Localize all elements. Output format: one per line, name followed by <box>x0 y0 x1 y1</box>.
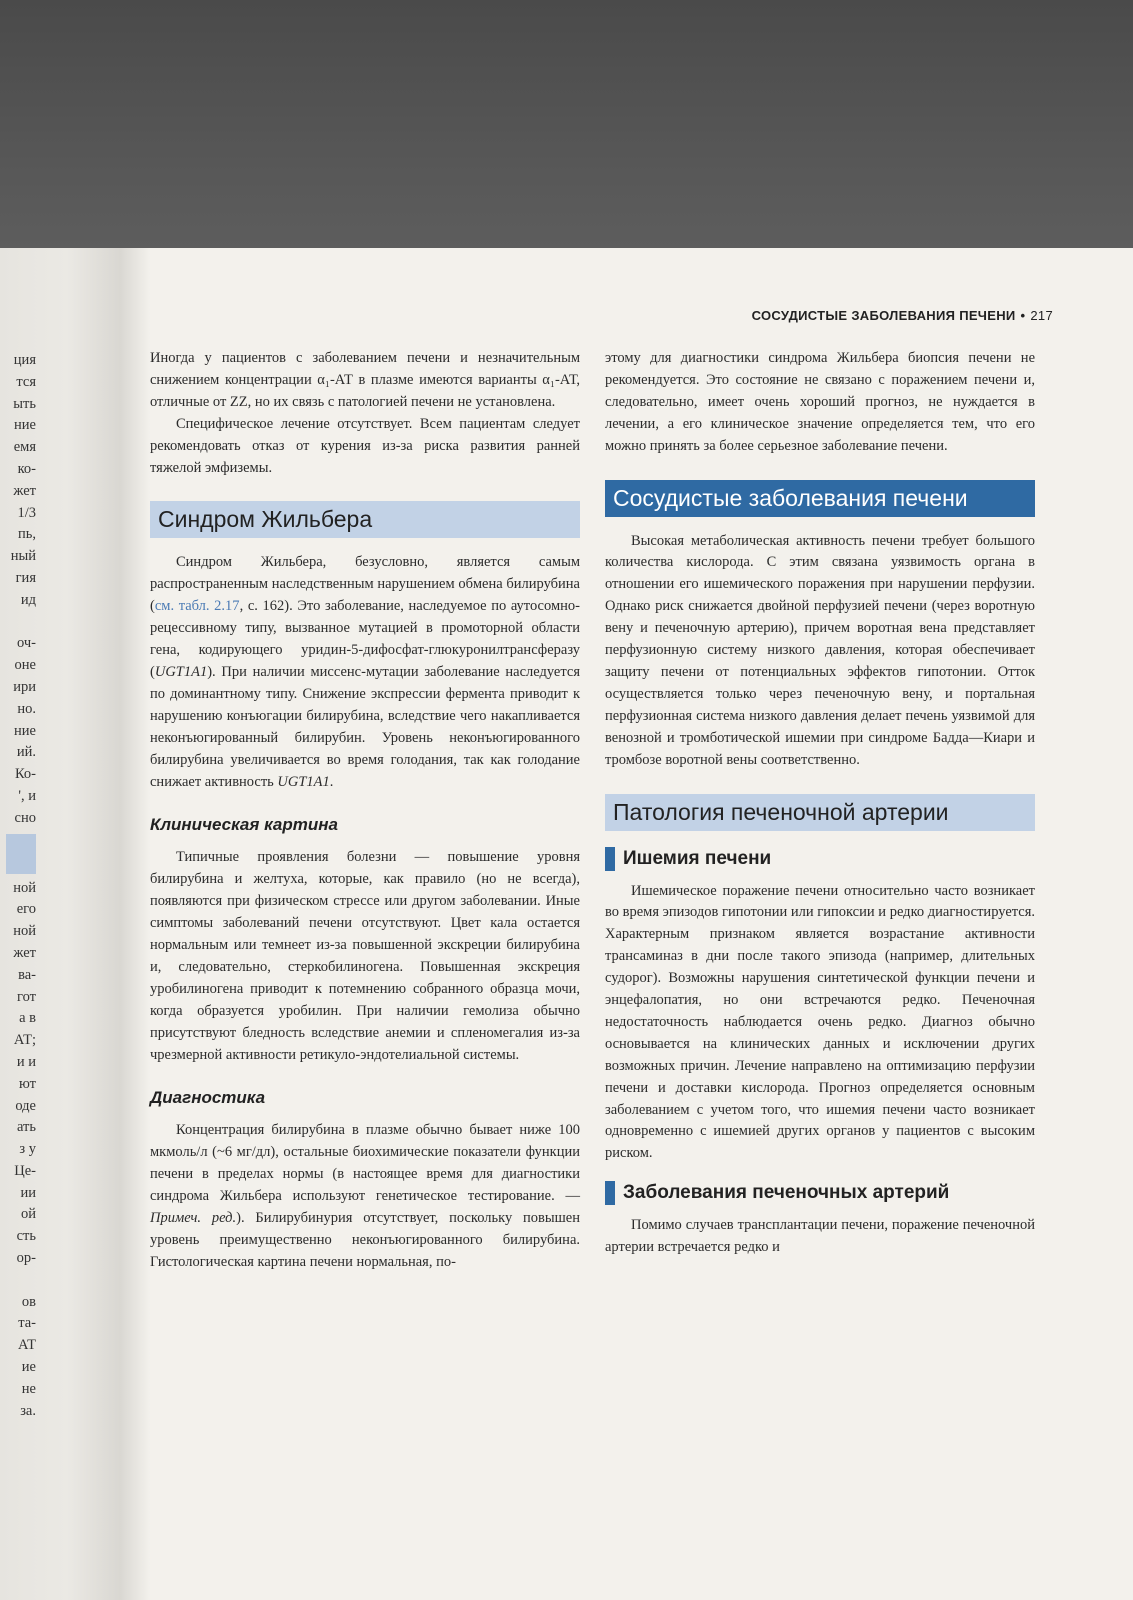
previous-page-line-fragment: ий. <box>16 744 36 761</box>
previous-page-line-fragment: оде <box>15 1097 36 1114</box>
previous-page-line-fragment: жет <box>13 482 36 499</box>
previous-page-line-fragment: сть <box>16 1228 36 1245</box>
running-head-separator: • <box>1020 308 1026 323</box>
previous-page-line-fragment: та- <box>18 1315 36 1332</box>
previous-page-line-fragment: ция <box>13 352 36 368</box>
previous-page-line-fragment: ор- <box>16 1250 36 1267</box>
right-column <box>605 348 1035 1259</box>
previous-page-line-fragment: ко- <box>17 460 36 477</box>
previous-page-line-fragment: и и <box>16 1053 36 1070</box>
gene-name: UGT1A1 <box>277 773 330 790</box>
fragment-gap <box>0 1270 36 1292</box>
previous-page-line-fragment: АТ; <box>13 1032 36 1049</box>
previous-page-line-fragment: 1/3 <box>17 504 36 521</box>
previous-page-line-fragment: АТ <box>17 1337 36 1354</box>
previous-page-line-fragment: гот <box>17 988 36 1005</box>
previous-page-line-fragment: тся <box>16 373 36 390</box>
previous-page-line-fragment: его <box>16 901 36 918</box>
previous-page-line-fragment: ной <box>13 923 36 940</box>
heading-marker <box>605 1181 615 1205</box>
previous-page-line-fragment: ва- <box>18 966 36 983</box>
subheading-arterial-disease: Заболевания печеночных артерий <box>605 1181 1035 1205</box>
previous-page-line-fragment: ид <box>20 591 36 608</box>
previous-page-line-fragment: ири <box>13 678 36 695</box>
previous-page-line-fragment: за. <box>20 1402 36 1419</box>
previous-page-line-fragment: ют <box>19 1075 36 1092</box>
previous-page-line-fragment: емя <box>13 439 36 456</box>
gene-name: UGT1A1 <box>154 663 208 680</box>
previous-page-line-fragment: а в <box>19 1010 36 1027</box>
previous-page-line-fragment: ние <box>14 417 36 434</box>
paragraph-gilbert-intro: Синдром Жильбера, безусловно, является самым распространенным наследственным нарушением обмена билирубина (см. табл. 2.17, с. 162). Это заболевание, наследуемое по аутосомно-рецессивному типу, вызванное мутацией в промоторной области гена, кодирующего уридин-5-дифосфат-глюкуронилтрансферазу (UGT1A1). При наличии миссенс-мутации заболевание наследуется по доминантному типу. Снижение экспрессии фермента приводит к нарушению конъюгации билирубина, вследствие чего накапливается неконъюгированный билирубин. Уровень неконъюгированного билирубина увеличивается во время голодания, так как голодание снижает активность UGT1A1. <box>150 554 580 790</box>
paragraph: Типичные проявления болезни — повышение уровня билирубина и желтуха, которые, как правило (но не всегда), появляются при физическом стрессе или другом заболевании. Иные симптомы заболеваний печени отсутствуют. Цвет кала остается нормальным или темнеет из-за повышенной экскреции билирубина и, следовательно, стеркобилиногена. Повышенная экскреция уробилиногена приводит к потемнению собранного образца мочи, когда образуется уробилин. При наличии гемолиза обычно присутствуют бледность вследствие анемии и спленомегалия из-за чрезмерной активности ретикуло-эндотелиальной системы. <box>150 849 580 1063</box>
page-number: 217 <box>1030 308 1053 323</box>
previous-page-line-fragment: ный <box>10 548 36 565</box>
previous-page-line-fragment: пь, <box>18 526 36 543</box>
chapter-heading-vascular: Сосудистые заболевания печени <box>605 480 1035 517</box>
paragraph-diagnostics: Концентрация билирубина в плазме обычно бывает ниже 100 мкмоль/л (~6 мг/дл), остальные биохимические показатели функции печени в пределах нормы (в настоящее время для диагностики синдрома Жильбера используют генетическое тестирование. — Примеч. ред.). Билирубинурия отсутствует, поскольку повышен уровень преимущественно неконъюгированного билирубина. Гистологическая картина печени нормальная, по- <box>150 1122 581 1270</box>
previous-page-line-fragment: гия <box>15 569 36 586</box>
previous-page-line-fragment: ', и <box>18 787 36 804</box>
left-column <box>150 348 580 1274</box>
paragraph: Помимо случаев трансплантации печени, поражение печеночной артерии встречается редко и <box>605 1217 1035 1256</box>
previous-page-line-fragment: ать <box>16 1119 36 1136</box>
subheading-diagnostics: Диагностика <box>150 1088 266 1108</box>
subheading-ischemia: Ишемия печени <box>605 847 1035 871</box>
paragraph: этому для диагностики синдрома Жильбера биопсия печени не рекомендуется. Это состояние не связано с поражением печени и, следовательно, имеет очень хороший прогноз, не нуждается в лечении, а его клиническое значение определяется тем, что его можно принять за более серьезное заболевание печени. <box>605 350 1035 454</box>
previous-page-line-fragment: жет <box>13 944 36 961</box>
section-heading-gilbert: Синдром Жильбера <box>150 501 580 538</box>
previous-page-line-fragment: ой <box>20 1206 36 1223</box>
editor-note: Примеч. ред. <box>150 1210 237 1227</box>
section-heading-artery: Патология печеночной артерии <box>605 794 1035 831</box>
previous-page-line-fragment: ыть <box>13 395 36 412</box>
previous-page-line-fragment: з у <box>19 1141 36 1158</box>
previous-page-line-fragment: но. <box>17 700 36 717</box>
previous-page-line-fragment: ной <box>13 879 36 896</box>
paragraph: Иногда у пациентов с заболеванием печени и незначительным снижением концентрации α₁-АТ в плазме имеются варианты α₁-АТ, отличные от ZZ, но их связь с патологией печени не установлена. <box>150 350 580 410</box>
table-cross-reference[interactable]: см. табл. 2.17 <box>154 598 240 615</box>
previous-page-line-fragment: сно <box>14 809 36 826</box>
subheading-clinical: Клиническая картина <box>150 815 338 835</box>
previous-page-line-fragment: ие <box>21 1359 36 1376</box>
previous-page-line-fragment: не <box>21 1380 36 1397</box>
fragment-gap <box>0 612 36 634</box>
running-head-title: СОСУДИСТЫЕ ЗАБОЛЕВАНИЯ ПЕЧЕНИ <box>751 308 1016 323</box>
previous-page-line-fragment: ние <box>14 722 36 739</box>
previous-page-line-fragment: ии <box>20 1184 36 1201</box>
previous-page-heading-bar <box>6 834 36 874</box>
previous-page-line-fragment: оне <box>14 657 36 674</box>
previous-page-line-fragment: оч- <box>17 635 36 652</box>
dark-top-band <box>0 0 1133 248</box>
previous-page-line-fragment: Ко- <box>14 766 36 783</box>
paragraph: Ишемическое поражение печени относительно часто возникает во время эпизодов гипотонии или гипоксии и редко диагностируется. Характерным признаком является возрастание активности трансаминаз в дни после такого эпизода (например, длительных судорог). Возможны нарушения синтетической функции печени и энцефалопатия, но они встречаются редко. Печеночная недостаточность наблюдается очень редко. Диагноз обычно основывается на клинических данных и исключении других возможных причин. Лечение направлено на оптимизацию перфузии печени и доставки кислорода. Прогноз определяется основным заболеванием с учетом того, что ишемия печени часто возникает одновременно с ишемией других органов у пациентов с высоким риском. <box>605 882 1035 1162</box>
paragraph: Высокая метаболическая активность печени требует большого количества кислорода. С этим связана уязвимость органа в отношении его ишемического поражения при нарушении перфузии. Однако риск снижается двойной перфузией печени (через воротную вену и печеночную артерию), причем воротная вена представляет перфузионную систему низкого давления, которая обеспечивает защиту печени от потенциальных эффектов гипотонии. Отток осуществляется только через печеночную вену, и портальная перфузионная система низкого давления делает печень уязвимой для венозной и тромботической ишемии при синдроме Бадда—Киари и тромбозе воротной вены соответственно. <box>605 532 1035 768</box>
running-head <box>752 308 1053 323</box>
previous-page-line-fragment: ов <box>21 1293 36 1310</box>
previous-page-line-fragment: Це- <box>14 1162 36 1179</box>
previous-page-fragments <box>0 350 36 1422</box>
paragraph: Специфическое лечение отсутствует. Всем пациентам следует рекомендовать отказ от курения из-за риска развития ранней тяжелой эмфиземы. <box>150 415 580 476</box>
heading-marker <box>605 847 615 871</box>
